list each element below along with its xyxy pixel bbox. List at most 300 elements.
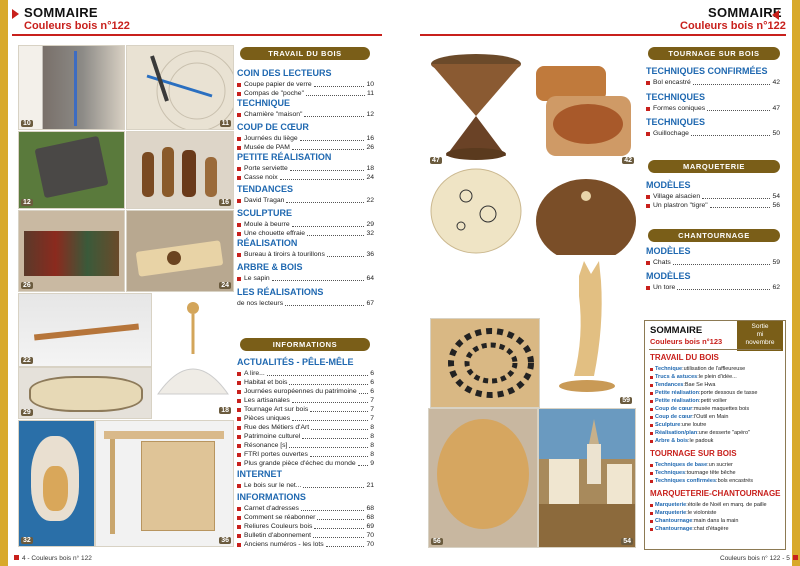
toc-entry-label: Moule à beurre: [244, 221, 290, 228]
box-section-title: TRAVAIL DU BOIS: [650, 353, 719, 362]
toc-entry-label: Bureau à tiroirs à tourillons: [244, 251, 325, 258]
band-marqueterie: MARQUETERIE: [648, 160, 780, 173]
toc-entry: [237, 513, 374, 522]
next-issue-box: [644, 320, 786, 550]
bullet-square-icon: [237, 381, 241, 385]
toc-entry: [237, 134, 374, 143]
dot-leader: [290, 170, 365, 171]
box-entry-key: Chantournage: [655, 526, 693, 532]
bullet-square-icon: [646, 195, 650, 199]
photo-number: 26: [23, 282, 31, 289]
toc-entry-page: 16: [366, 135, 374, 142]
bullet-square-icon: [650, 464, 653, 467]
right-gold-stripe: [792, 0, 800, 566]
dot-leader: [292, 226, 365, 227]
photo-pam-museum: [18, 210, 125, 292]
toc-entry-page: 47: [772, 105, 780, 112]
toc-entry-page: 64: [366, 275, 374, 282]
toc-section-title: TECHNIQUES: [646, 117, 706, 127]
photo-number: 22: [23, 357, 31, 364]
badge-line: mi: [756, 331, 764, 338]
toc-entry: [237, 504, 374, 513]
dot-leader: [300, 140, 365, 141]
band-tournage-sur-bois: TOURNAGE SUR BOIS: [648, 47, 780, 60]
toc-entry: [237, 531, 374, 540]
toc-entry-label: Tournage Art sur bois: [244, 406, 309, 413]
toc-section-title: INFORMATIONS: [237, 492, 306, 502]
bullet-square-icon: [650, 384, 653, 387]
box-entry: [650, 517, 738, 525]
box-entry-value: le padouk: [689, 438, 714, 444]
bullet-square-icon: [237, 534, 241, 538]
toc-entry-label: Village alsacien: [653, 193, 701, 200]
colon: :: [682, 366, 684, 372]
bullet-square-icon: [646, 261, 650, 265]
toc-entry: [237, 89, 374, 98]
toc-entry-page: 6: [370, 379, 374, 386]
box-entry: [650, 405, 749, 413]
box-entry: [650, 469, 736, 477]
box-entry: [650, 477, 753, 485]
toc-entry: [646, 129, 780, 138]
bullet-square-icon: [237, 417, 241, 421]
toc-section-title: MODÈLES: [646, 246, 691, 256]
dot-leader: [358, 465, 369, 466]
box-entry-key: Chantournage: [655, 518, 693, 524]
box-entry: [650, 421, 706, 429]
toc-entry: [237, 405, 374, 414]
toc-entry-page: 11: [366, 90, 374, 97]
band-travail-du-bois: TRAVAIL DU BOIS: [240, 47, 370, 60]
toc-entry-label: Coupe papier de verre: [244, 81, 312, 88]
dot-leader: [304, 116, 364, 117]
toc-entry-page: 68: [366, 505, 374, 512]
box-entry-value: bols encastrés: [717, 478, 754, 484]
dot-leader: [301, 510, 364, 511]
toc-section-title: TECHNIQUES CONFIRMÉES: [646, 66, 768, 76]
toc-section-title: COIN DES LECTEURS: [237, 68, 332, 78]
right-header-rule: [420, 34, 786, 36]
toc-entry-label: Carnet d'adresses: [244, 505, 299, 512]
dot-leader: [302, 438, 368, 439]
bullet-square-icon: [237, 399, 241, 403]
box-entry-value: petit voilier: [700, 398, 727, 404]
bullet-square-icon: [646, 107, 650, 111]
photo-dowel-desk: [95, 420, 234, 547]
box-entry: [650, 509, 716, 517]
bullet-square-icon: [650, 480, 653, 483]
toc-entry-label: Journées du liège: [244, 135, 298, 142]
toc-entry-page: 59: [772, 259, 780, 266]
triangle-right-icon: [12, 9, 19, 19]
toc-entry-page: 7: [370, 397, 374, 404]
colon: :: [707, 462, 709, 468]
dot-leader: [292, 149, 364, 150]
toc-entry-page: 42: [772, 79, 780, 86]
toc-section-title: TENDANCES: [237, 184, 294, 194]
toc-entry-page: 62: [772, 284, 780, 291]
left-page-title: SOMMAIRE: [24, 5, 98, 20]
bullet-square-icon: [237, 137, 241, 141]
right-page-title: SOMMAIRE: [708, 5, 782, 20]
box-entry: [650, 461, 733, 469]
toc-entry-page: 21: [366, 482, 374, 489]
bullet-square-icon: [650, 392, 653, 395]
toc-entry: [237, 299, 374, 308]
toc-section-title: ACTUALITÉS - PÊLE-MÊLE: [237, 357, 354, 367]
toc-entry-page: 6: [370, 370, 374, 377]
toc-entry: [646, 78, 780, 87]
box-entry-value: Bae Se Hwa: [684, 382, 716, 388]
toc-entry-page: 54: [772, 193, 780, 200]
colon: :: [692, 406, 694, 412]
dot-leader: [326, 546, 365, 547]
bullet-square-icon: [237, 372, 241, 376]
toc-entry-label: Comment se réabonner: [244, 514, 316, 521]
photo-owl-sculpture: [18, 420, 95, 547]
toc-entry-label: Plus grande pièce d'échec du monde: [244, 460, 356, 467]
box-entry-key: Technique: [655, 366, 683, 372]
toc-entry-label: de nos lecteurs: [237, 300, 284, 307]
dot-leader: [314, 528, 364, 529]
colon: :: [688, 438, 690, 444]
bullet-square-icon: [237, 223, 241, 227]
photo-david-tragan-shelf: [18, 293, 152, 367]
toc-entry-label: Les artisanales: [244, 397, 290, 404]
toc-entry: [237, 450, 374, 459]
right-footer-text: Couleurs bois n° 122 - 5: [720, 555, 790, 562]
toc-entry: [646, 201, 780, 210]
box-entry-key: Techniques confirmées: [655, 478, 717, 484]
toc-entry: [237, 423, 374, 432]
box-entry-key: Coup de cœur: [655, 406, 693, 412]
bullet-square-icon: [646, 204, 650, 208]
next-issue-subtitle: Couleurs bois n°123: [650, 337, 723, 346]
toc-section-title: MODÈLES: [646, 180, 691, 190]
bullet-square-icon: [237, 176, 241, 180]
photo-number: 29: [23, 409, 31, 416]
right-footer: [720, 555, 798, 562]
bullet-square-icon: [650, 520, 653, 523]
photo-number: 32: [23, 537, 31, 544]
toc-entry-label: Porte serviette: [244, 165, 288, 172]
toc-entry: [237, 173, 374, 182]
toc-entry: [646, 283, 780, 292]
box-entry-value: un sucrier: [708, 462, 733, 468]
toc-entry-label: Bulletin d'abonnement: [244, 532, 312, 539]
toc-entry-label: Guillochage: [653, 130, 689, 137]
box-entry: [650, 397, 727, 405]
left-page-subtitle: Couleurs bois n°122: [24, 20, 130, 32]
dot-leader: [286, 202, 364, 203]
dot-leader: [310, 456, 368, 457]
dot-leader: [311, 429, 368, 430]
toc-section-title: TECHNIQUES: [646, 92, 706, 102]
dot-leader: [691, 135, 771, 136]
photo-butter-mould: [18, 367, 152, 419]
photo-guilloche-boxes: [425, 165, 637, 267]
band-chantournage: CHANTOURNAGE: [648, 229, 780, 242]
photo-homemade-hinge: [18, 131, 125, 209]
photo-tore-marquetry: [428, 408, 538, 548]
bullet-square-icon: [237, 408, 241, 412]
colon: :: [716, 478, 718, 484]
dot-leader: [693, 84, 771, 85]
box-entry-value: une loutre: [681, 422, 707, 428]
bullet-square-icon: [650, 400, 653, 403]
box-entry-value: tournage tête bêche: [686, 470, 736, 476]
bullet-square-icon: [646, 286, 650, 290]
toc-entry-label: Habitat et bois: [244, 379, 288, 386]
dot-leader: [314, 86, 365, 87]
bullet-square-icon: [650, 416, 653, 419]
colon: :: [697, 374, 699, 380]
toc-entry-page: 6: [370, 388, 374, 395]
right-page-subtitle: Couleurs bois n°122: [680, 20, 786, 32]
toc-entry-page: 8: [370, 433, 374, 440]
toc-entry-page: 7: [370, 406, 374, 413]
toc-entry: [237, 250, 374, 259]
triangle-left-icon: [772, 10, 779, 20]
photo-number: 36: [221, 537, 229, 544]
toc-entry-page: 70: [366, 541, 374, 548]
bullet-square-icon: [650, 368, 653, 371]
photo-number: 56: [433, 538, 441, 545]
dot-leader: [306, 95, 365, 96]
toc-entry-page: 69: [366, 523, 374, 530]
box-entry: [650, 437, 713, 445]
toc-entry-label: David Tragan: [244, 197, 285, 204]
toc-entry: [646, 104, 780, 113]
toc-entry-page: 18: [366, 165, 374, 172]
toc-entry-label: Musée de PAM: [244, 144, 290, 151]
toc-entry-page: 67: [366, 300, 374, 307]
left-footer-text: 4 - Couleurs bois n° 122: [22, 555, 92, 562]
box-entry-value: musée maquettes bois: [693, 406, 750, 412]
box-entry-key: Trucs & astuces: [655, 374, 698, 380]
box-entry: [650, 389, 757, 397]
toc-entry-label: FTRI portes ouvertes: [244, 451, 308, 458]
box-entry-key: Marqueterie: [655, 510, 687, 516]
photo-conical-bowls: [425, 45, 637, 167]
box-entry-value: l'Outil en Main: [693, 414, 729, 420]
bullet-square-icon: [237, 484, 241, 488]
box-entry-value: étoile de Noël en marq. de paille: [687, 502, 767, 508]
toc-section-title: TECHNIQUE: [237, 98, 291, 108]
toc-entry-label: Le bois sur le net...: [244, 482, 302, 489]
box-entry-value: le plein d'idée...: [698, 374, 737, 380]
bullet-square-icon: [650, 408, 653, 411]
toc-entry: [237, 164, 374, 173]
colon: :: [692, 414, 694, 420]
photo-nutcracker: [126, 210, 234, 292]
toc-entry: [237, 432, 374, 441]
toc-entry-page: 50: [772, 130, 780, 137]
bullet-square-icon: [237, 453, 241, 457]
dot-leader: [307, 235, 364, 236]
box-entry-value: porte dessous de tasse: [700, 390, 758, 396]
box-section-title: TOURNAGE SUR BOIS: [650, 449, 737, 458]
badge-line: novembre: [745, 339, 775, 346]
bullet-square-icon: [237, 199, 241, 203]
bullet-square-icon: [237, 146, 241, 150]
colon: :: [683, 382, 685, 388]
dot-leader: [673, 264, 771, 265]
toc-entry: [237, 196, 374, 205]
release-badge: [737, 321, 783, 351]
dot-leader: [289, 447, 368, 448]
toc-entry-label: Résonance [s]: [244, 442, 288, 449]
toc-entry: [237, 110, 374, 119]
colon: :: [692, 526, 694, 532]
toc-entry: [237, 143, 374, 152]
dot-leader: [317, 519, 364, 520]
bullet-square-icon: [237, 462, 241, 466]
bullet-square-icon: [237, 253, 241, 257]
box-entry-key: Petite réalisation: [655, 390, 700, 396]
dot-leader: [285, 305, 364, 306]
bullet-square-icon: [646, 81, 650, 85]
photo-tiger-plastron: [430, 318, 540, 408]
toc-entry: [646, 192, 780, 201]
photo-number: 42: [624, 157, 632, 164]
left-header: [12, 6, 19, 24]
colon: :: [697, 430, 699, 436]
toc-entry-label: Pièces uniques: [244, 415, 291, 422]
toc-entry: [646, 258, 780, 267]
toc-entry-label: Anciens numéros - les lots: [244, 541, 324, 548]
photo-napkin-holder: [152, 293, 234, 417]
next-issue-title: SOMMAIRE: [650, 325, 703, 336]
bullet-square-icon: [237, 232, 241, 236]
toc-entry-label: Reliures Couleurs bois: [244, 523, 313, 530]
bullet-square-icon: [646, 132, 650, 136]
bullet-square-icon: [237, 435, 241, 439]
bullet-square-icon: [237, 113, 241, 117]
toc-entry: [237, 387, 374, 396]
box-entry: [650, 381, 715, 389]
box-entry-key: Marqueterie: [655, 502, 687, 508]
toc-entry: [237, 441, 374, 450]
toc-entry: [237, 220, 374, 229]
dot-leader: [272, 280, 365, 281]
toc-entry-page: 8: [370, 442, 374, 449]
toc-entry-label: Chats: [653, 259, 671, 266]
bullet-square-icon: [650, 512, 653, 515]
toc-entry: [237, 378, 374, 387]
dot-leader: [677, 289, 770, 290]
bullet-square-icon: [650, 472, 653, 475]
bullet-square-icon: [237, 277, 241, 281]
box-entry: [650, 501, 767, 509]
bullet-square-icon: [237, 390, 241, 394]
toc-entry-label: Rue des Métiers d'Art: [244, 424, 310, 431]
toc-entry-label: Casse noix: [244, 174, 278, 181]
bullet-square-icon: [237, 543, 241, 547]
toc-section-title: RÉALISATION: [237, 238, 298, 248]
bullet-square-icon: [237, 525, 241, 529]
toc-entry-label: Patrimoine culturel: [244, 433, 301, 440]
photo-number: 12: [23, 199, 31, 206]
toc-section-title: SCULPTURE: [237, 208, 293, 218]
dot-leader: [267, 375, 368, 376]
toc-entry-page: 56: [772, 202, 780, 209]
box-entry: [650, 429, 750, 437]
photo-number: 47: [432, 157, 440, 164]
toc-entry-label: Charnière "maison": [244, 111, 303, 118]
colon: :: [680, 422, 682, 428]
colon: :: [699, 398, 701, 404]
bullet-square-icon: [650, 528, 653, 531]
colon: :: [686, 502, 688, 508]
toc-entry: [237, 80, 374, 89]
bullet-square-icon: [237, 167, 241, 171]
bullet-square-icon: [237, 507, 241, 511]
photo-number: 10: [23, 120, 31, 127]
toc-entry-page: 26: [366, 144, 374, 151]
left-footer: [14, 555, 92, 562]
photo-alsatian-village: [538, 408, 636, 548]
toc-entry-page: 8: [370, 451, 374, 458]
box-entry-key: Réalisation/plan: [655, 430, 698, 436]
dot-leader: [310, 411, 368, 412]
photo-cork-figures: [126, 131, 234, 209]
bullet-square-icon: [650, 432, 653, 435]
toc-entry-label: Compas de "poche": [244, 90, 304, 97]
bullet-square-icon: [650, 440, 653, 443]
box-entry: [650, 365, 745, 373]
dot-leader: [289, 384, 368, 385]
dot-leader: [292, 420, 368, 421]
bullet-square-icon: [650, 376, 653, 379]
box-entry-value: le violoniste: [687, 510, 717, 516]
toc-entry: [237, 396, 374, 405]
colon: :: [685, 470, 687, 476]
bullet-square-icon: [237, 516, 241, 520]
box-entry-value: main dans la main: [693, 518, 739, 524]
bullet-square-icon: [237, 92, 241, 96]
toc-entry-page: 36: [366, 251, 374, 258]
dot-leader: [707, 110, 770, 111]
box-entry-key: Techniques de base: [655, 462, 708, 468]
box-section-title: MARQUETERIE-CHANTOURNAGE: [650, 489, 781, 498]
dot-leader: [292, 402, 369, 403]
toc-entry-label: Le sapin: [244, 275, 270, 282]
photo-number: 59: [622, 397, 630, 404]
toc-entry: [237, 414, 374, 423]
box-entry-key: Techniques: [655, 470, 686, 476]
box-entry-key: Tendances: [655, 382, 684, 388]
bullet-square-icon: [237, 426, 241, 430]
box-entry-value: utilisation de l'affleureuse: [683, 366, 746, 372]
toc-section-title: ARBRE & BOIS: [237, 262, 303, 272]
box-entry: [650, 413, 729, 421]
toc-entry-page: 70: [366, 532, 374, 539]
toc-entry: [237, 274, 374, 283]
toc-entry-label: Un tore: [653, 284, 676, 291]
toc-entry: [237, 522, 374, 531]
photo-number: 18: [221, 407, 229, 414]
toc-entry-label: Journées européennes du patrimoine: [244, 388, 357, 395]
badge-line: Sortie: [751, 323, 769, 330]
colon: :: [686, 510, 688, 516]
photo-number: 11: [221, 120, 229, 127]
toc-entry-label: Bol encastré: [653, 79, 691, 86]
dot-leader: [327, 256, 365, 257]
toc-section-title: COUP DE CŒUR: [237, 122, 309, 132]
dot-leader: [359, 393, 369, 394]
bullet-square-icon: [650, 504, 653, 507]
